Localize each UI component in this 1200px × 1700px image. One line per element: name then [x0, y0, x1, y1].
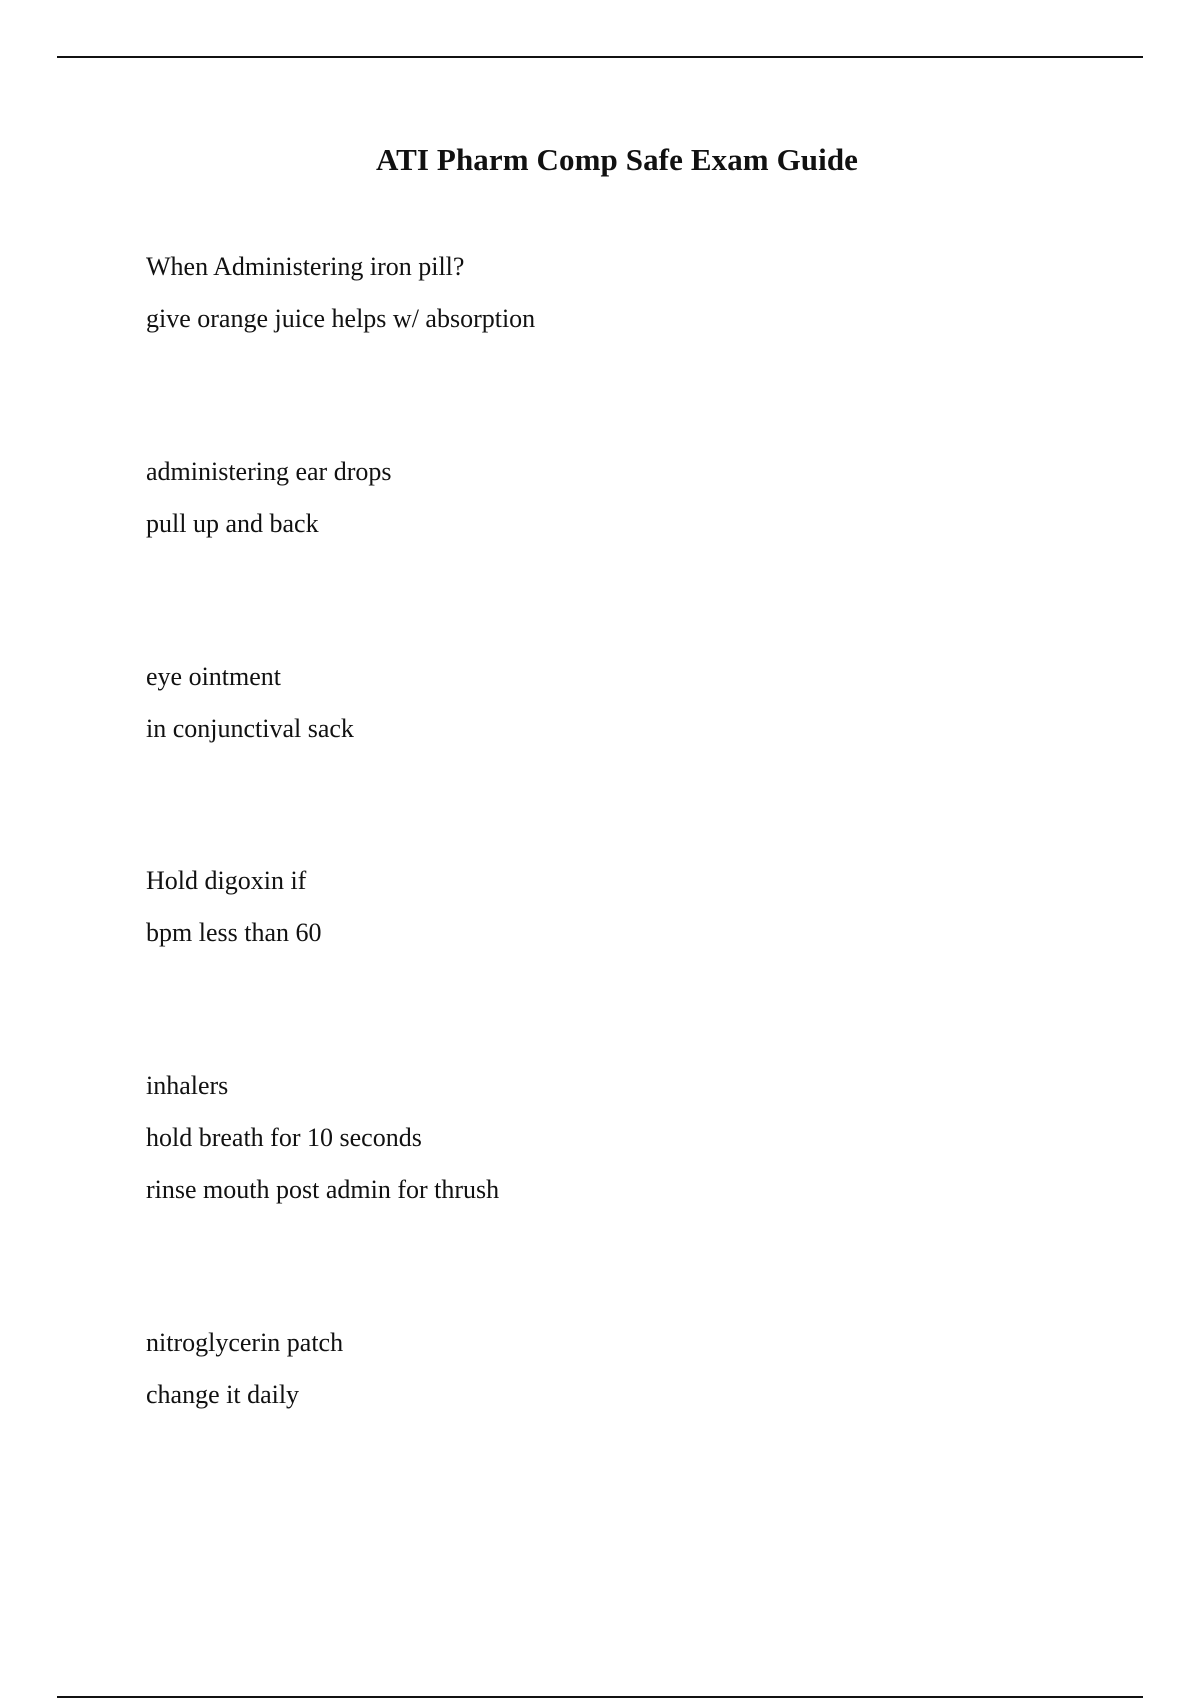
- entry-answer: pull up and back: [146, 509, 319, 538]
- entry-question: inhalers: [146, 1071, 229, 1100]
- study-entry: [146, 1330, 343, 1408]
- document-title: ATI Pharm Comp Safe Exam Guide: [375, 142, 859, 177]
- entry-answer: in conjunctival sack: [146, 714, 354, 743]
- bottom-rule: [57, 1696, 1143, 1698]
- entry-question: nitroglycerin patch: [146, 1328, 344, 1357]
- entry-question: administering ear drops: [146, 457, 392, 486]
- entry-question: When Administering iron pill?: [146, 252, 465, 281]
- entry-question: eye ointment: [146, 662, 282, 691]
- top-rule: [57, 56, 1143, 58]
- entry-answer: rinse mouth post admin for thrush: [146, 1175, 500, 1204]
- study-entry: [146, 254, 535, 332]
- study-entry: [146, 664, 354, 742]
- study-entry: [146, 459, 392, 537]
- study-entry: [146, 868, 322, 946]
- study-entry: [146, 1073, 499, 1203]
- entry-question: Hold digoxin if: [146, 866, 307, 895]
- entry-answer: hold breath for 10 seconds: [146, 1123, 422, 1152]
- entry-answer: bpm less than 60: [146, 918, 322, 947]
- entry-answer: change it daily: [146, 1380, 300, 1409]
- entry-answer: give orange juice helps w/ absorption: [146, 304, 536, 333]
